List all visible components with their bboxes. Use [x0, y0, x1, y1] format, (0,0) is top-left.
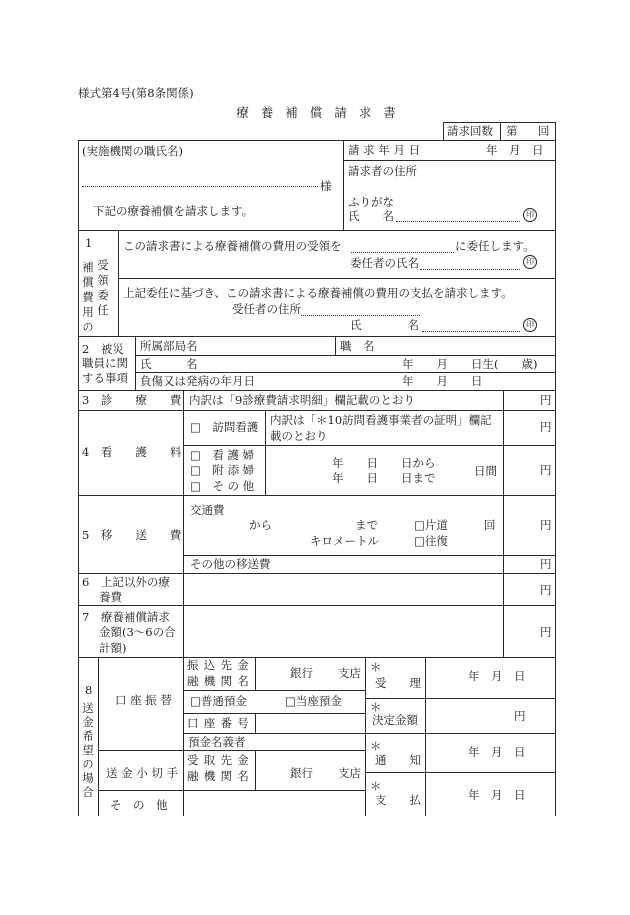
injured-staff-label-line: 職員に関 — [82, 356, 128, 370]
total-claim-label-line: 7 療養補償請求 — [82, 610, 170, 624]
form-rule-vertical — [255, 750, 256, 791]
total-claim-label-line: 金額(3〜6の合 — [99, 625, 176, 639]
form-rule-horizontal — [183, 690, 366, 691]
paid-date-units: 年 月 日 — [468, 788, 526, 802]
claimant-address-label: 請求者の住所 — [348, 164, 417, 178]
honorific: 様 — [320, 179, 332, 193]
claim-date-label: 請 求 年 月 日 — [348, 143, 421, 157]
form-rule-horizontal — [78, 605, 556, 606]
branch-suffix: 支店 — [338, 766, 361, 780]
staff-name-label: 氏 名 — [140, 357, 198, 371]
bank-transfer-label: 口 座 振 替 — [115, 693, 172, 707]
form-rule-horizontal — [183, 713, 366, 714]
request-text: 下記の療養補償を請求します。 — [93, 204, 254, 218]
form-rule-vertical — [183, 390, 184, 816]
yen-unit: 円 — [540, 557, 552, 571]
form-rule-horizontal — [78, 495, 556, 496]
payment-request-text: 上記委任に基づき、この請求書による療養補償の費用の支払を請求します。 — [123, 286, 513, 300]
form-number: 様式第4号(第8条関係) — [78, 86, 194, 100]
payee-bank-label-line: 融 機 関 名 — [187, 674, 250, 688]
delegate-address-label: 受任者の住所 — [232, 302, 301, 316]
form-rule-horizontal — [365, 772, 556, 773]
attendant-checkbox: □ 附 添 婦 — [190, 463, 255, 477]
form-rule-vertical — [118, 230, 119, 337]
bank-suffix: 銀行 — [290, 666, 313, 680]
claim-count-label: 請求回数 — [447, 124, 493, 138]
yen-unit: 円 — [540, 625, 552, 639]
transport-fee-label: 5 移 送 費 — [82, 528, 182, 542]
delegator-name-line — [420, 269, 520, 270]
office-use-mark: ＊ — [370, 660, 382, 674]
remittance-vertical-label: 送金希望の場合 — [81, 702, 95, 800]
institution-label: (実施機関の職氏名) — [82, 144, 183, 158]
form-rule-vertical — [365, 657, 366, 816]
round-trip-checkbox: □往復 — [414, 534, 448, 548]
form-rule-horizontal — [78, 230, 556, 231]
money-order-label: 送 金 小 切 手 — [106, 766, 179, 780]
claim-count-prefix: 第 — [506, 124, 518, 138]
from-text: から — [249, 518, 272, 532]
days-suffix: 日間 — [474, 464, 497, 478]
kilometer-text: キロメートル — [310, 534, 379, 548]
seal-mark: 印 — [523, 255, 537, 269]
yen-unit: 円 — [540, 463, 552, 477]
visiting-breakdown-line: 載のとおり — [270, 429, 328, 443]
total-claim-label-line: 計額) — [99, 641, 127, 655]
injury-date-label: 負傷又は発病の年月日 — [140, 374, 255, 388]
notified-date-units: 年 月 日 — [468, 745, 526, 759]
claimant-name-label: 氏 名 — [348, 209, 394, 223]
form-rule-horizontal — [78, 657, 556, 658]
form-rule-vertical — [78, 140, 79, 816]
delegation-label-right-column: 受領委任 — [96, 259, 110, 319]
notified-label: 通 知 — [375, 753, 421, 767]
delegate-fill-line — [351, 252, 454, 253]
times-suffix: 回 — [484, 518, 496, 532]
form-rule-vertical — [443, 122, 444, 141]
one-way-checkbox: □片道 — [414, 518, 448, 532]
branch-suffix: 支店 — [338, 666, 361, 680]
form-rule-vertical — [425, 657, 426, 816]
form-rule-horizontal — [78, 390, 556, 391]
yen-unit: 円 — [540, 420, 552, 434]
claim-count-suffix: 回 — [538, 124, 550, 138]
received-label: 受 理 — [375, 676, 421, 690]
form-rule-vertical — [255, 657, 256, 691]
form-rule-vertical — [335, 336, 336, 356]
bank-suffix: 銀行 — [290, 766, 313, 780]
delegate-address-line — [301, 315, 420, 316]
form-rule-horizontal — [78, 140, 556, 141]
current-deposit-checkbox: □当座預金 — [285, 694, 342, 708]
form-rule-vertical — [555, 122, 556, 816]
delegation-label-left-column: 補償費用の — [81, 261, 95, 336]
seal-mark: 印 — [523, 208, 537, 222]
form-rule-horizontal — [98, 750, 366, 751]
form-rule-horizontal — [78, 573, 556, 574]
payee-bank-label-line: 振 込 先 金 — [187, 658, 250, 672]
form-rule-horizontal — [78, 336, 556, 337]
nursing-fee-label: 4 看 護 料 — [82, 445, 182, 459]
office-use-mark: ＊ — [370, 779, 382, 793]
period-from: 年 日 日から — [332, 456, 436, 470]
yen-unit: 円 — [540, 583, 552, 597]
office-use-mark: ＊ — [370, 739, 382, 753]
account-holder-label: 預金名義者 — [188, 735, 246, 749]
injured-staff-label-line: する事項 — [82, 371, 128, 385]
other-nursing-checkbox: □ そ の 他 — [190, 479, 255, 493]
claimant-name-line — [396, 221, 520, 222]
form-rule-horizontal — [118, 278, 556, 279]
form-rule-vertical — [500, 122, 501, 141]
form-rule-vertical — [503, 390, 504, 658]
medical-fee-label: 3 診 療 費 — [82, 393, 182, 407]
delegation-suffix: に委任します。 — [455, 239, 535, 253]
institution-name-line — [82, 186, 318, 187]
medical-fee-breakdown: 内訳は「9診療費請求明細」欄記載のとおり — [189, 393, 415, 407]
receiving-bank-label-line: 融 機 関 名 — [187, 769, 250, 783]
delegate-name-label: 氏 名 — [350, 318, 419, 332]
transportation-label: 交通費 — [190, 503, 225, 517]
form-rule-vertical — [265, 410, 266, 496]
injured-staff-label-line: 2 被災 — [82, 342, 124, 356]
injury-date-units: 年 月 日 — [402, 374, 483, 388]
form-rule-horizontal — [183, 445, 556, 446]
received-date-units: 年 月 日 — [468, 669, 526, 683]
other-fee-label-line: 6 上記以外の療 — [82, 575, 170, 589]
seal-mark: 印 — [523, 318, 537, 332]
position-label: 職 名 — [340, 339, 375, 353]
visiting-nursing-checkbox: □ 訪問看護 — [190, 420, 259, 434]
receiving-bank-label-line: 受 取 先 金 — [187, 753, 250, 767]
nurse-checkbox: □ 看 護 婦 — [190, 448, 255, 462]
delegate-name-line — [422, 331, 520, 332]
form-rule-horizontal — [135, 355, 556, 356]
yen-unit: 円 — [540, 518, 552, 532]
ordinary-deposit-checkbox: □普通預金 — [190, 694, 247, 708]
form-rule-horizontal — [78, 410, 556, 411]
form-rule-horizontal — [135, 372, 556, 373]
office-use-mark: ＊ — [370, 700, 382, 714]
other-remittance-label: そ の 他 — [110, 798, 168, 812]
form-rule-horizontal — [365, 698, 556, 699]
delegation-text: この請求書による療養補償の費用の受領を — [123, 239, 342, 253]
form-rule-horizontal — [365, 733, 556, 734]
form-rule-vertical — [343, 140, 344, 231]
form-rule-vertical — [255, 713, 256, 734]
section-number-8: 8 — [85, 683, 93, 697]
yen-unit: 円 — [540, 393, 552, 407]
form-rule-horizontal — [183, 555, 556, 556]
delegator-name-label: 委任者の氏名 — [350, 256, 419, 270]
form-rule-vertical — [98, 657, 99, 816]
birth-date-units: 年 月 日生( 歳) — [402, 357, 538, 371]
other-transport-label: その他の移送費 — [190, 557, 271, 571]
form-rule-horizontal — [98, 790, 366, 791]
form-title: 療 養 補 償 請 求 書 — [236, 105, 400, 120]
account-number-label: 口 座 番 号 — [187, 716, 250, 730]
claim-date-units: 年 月 日 — [486, 143, 544, 157]
yen-unit: 円 — [514, 709, 526, 723]
form-rule-horizontal — [343, 160, 556, 161]
visiting-breakdown-line: 内訳は「＊10訪問看護事業者の証明」欄記 — [270, 413, 492, 427]
period-to: 年 日 日まで — [332, 471, 436, 485]
department-label: 所属部局名 — [140, 339, 198, 353]
to-text: まで — [355, 518, 378, 532]
other-fee-label-line: 養費 — [99, 590, 122, 604]
form-rule-vertical — [135, 336, 136, 391]
decided-amount-label: 決定金額 — [372, 713, 418, 727]
furigana-label: ふりがな — [348, 195, 394, 209]
paid-label: 支 払 — [375, 793, 421, 807]
form-rule-horizontal — [183, 733, 366, 734]
section-number-1: 1 — [85, 236, 93, 250]
